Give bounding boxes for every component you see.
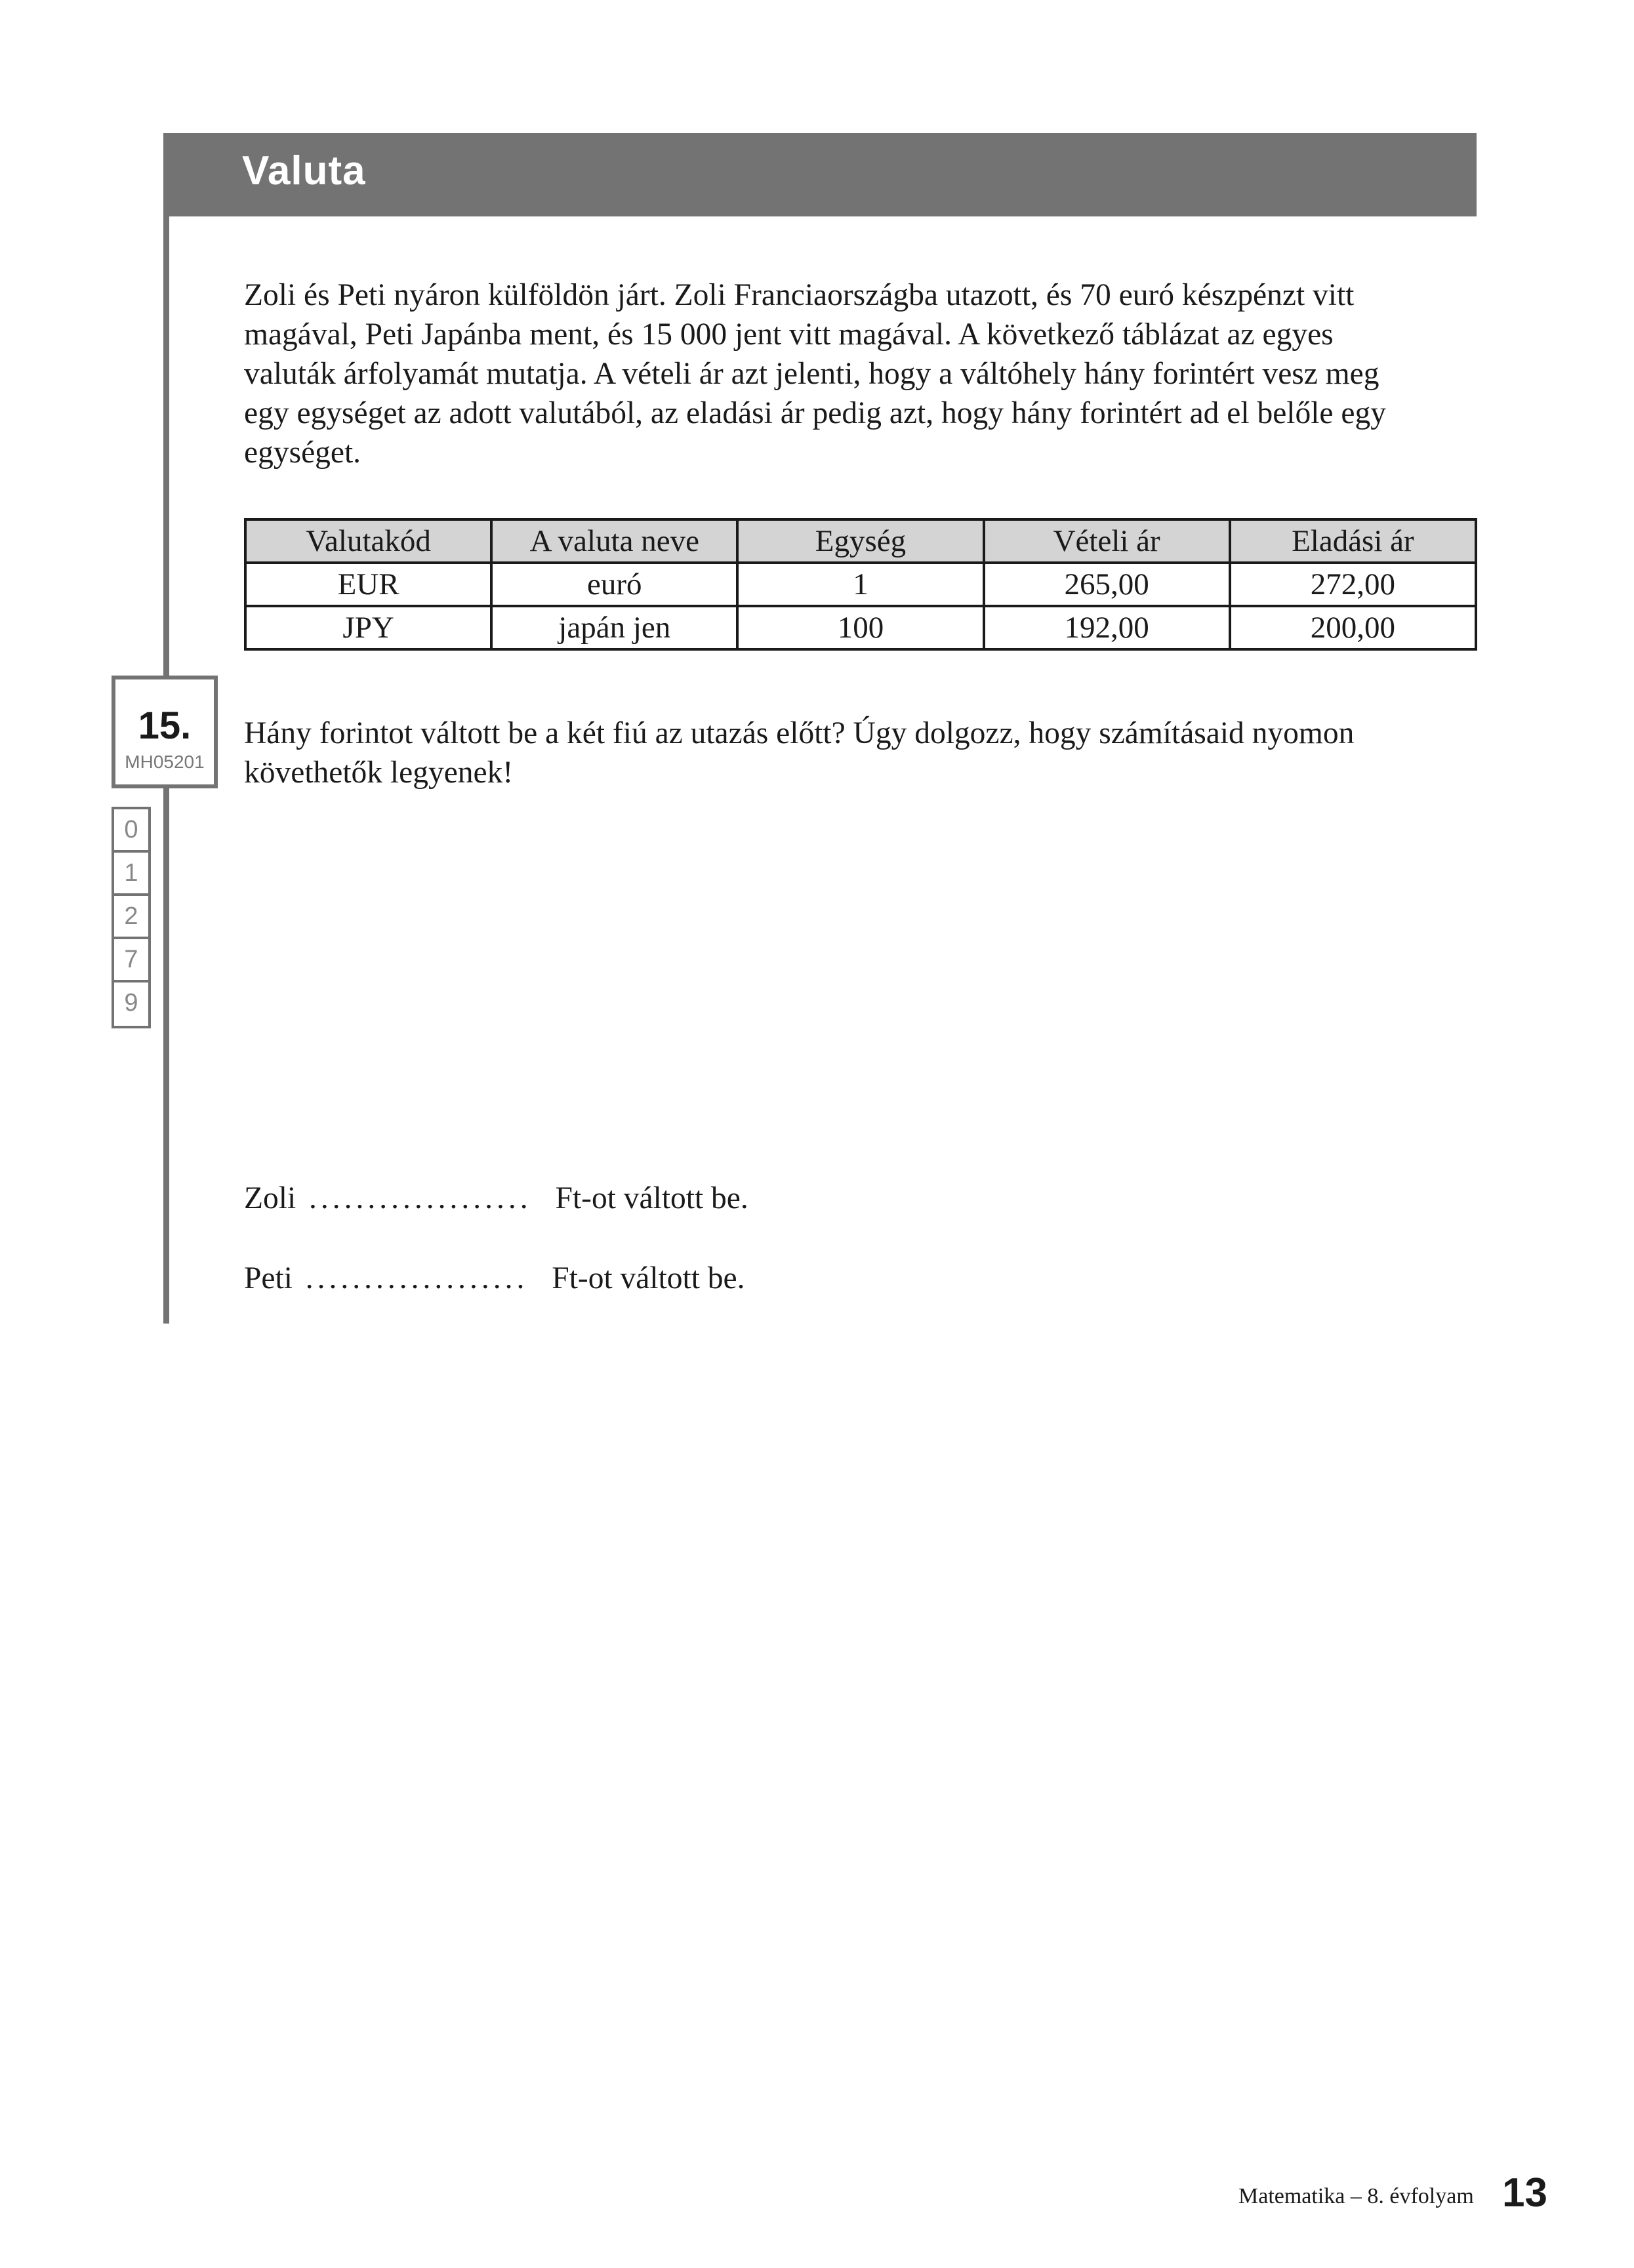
- table-cell: 100: [737, 606, 983, 649]
- intro-text: [244, 275, 1477, 472]
- header-cell-currency-code: Valutakód: [245, 519, 491, 563]
- table-cell: 265,00: [984, 563, 1230, 606]
- header-cell-sell-price: Eladási ár: [1230, 519, 1476, 563]
- table-cell: japán jen: [491, 606, 737, 649]
- question-text: [244, 714, 1477, 792]
- score-cell-0: 0: [114, 809, 148, 853]
- page-number: 13: [1502, 2170, 1547, 2216]
- answer-line-peti: [244, 1261, 745, 1296]
- header-cell-buy-price: Vételi ár: [984, 519, 1230, 563]
- score-cell-1: 1: [114, 853, 148, 896]
- table-cell: 272,00: [1230, 563, 1476, 606]
- section-header-bar: [163, 133, 1477, 216]
- task-number: 15.: [138, 704, 192, 747]
- table-header-row: [245, 519, 1476, 563]
- table-cell: JPY: [245, 606, 491, 649]
- header-cell-currency-name: A valuta neve: [491, 519, 737, 563]
- question-line: Hány forintot váltott be a két fiú az utazás előtt? Úgy dolgozz, hogy számításaid nyomon: [244, 716, 1355, 750]
- table-row: [245, 606, 1476, 649]
- table-cell: 192,00: [984, 606, 1230, 649]
- intro-line: valuták árfolyamát mutatja. A vételi ár azt jelenti, hogy a váltóhely hány forintért vesz meg: [244, 357, 1379, 391]
- task-code: MH05201: [125, 752, 205, 772]
- answer-blank[interactable]: ...................: [305, 1261, 529, 1295]
- table-cell: EUR: [245, 563, 491, 606]
- intro-line: magával, Peti Japánba ment, és 15 000 jent vitt magával. A következő táblázat az egyes: [244, 317, 1334, 352]
- score-cell-7: 7: [114, 939, 148, 982]
- table-row: [245, 563, 1476, 606]
- answer-blank[interactable]: ...................: [309, 1181, 532, 1215]
- intro-line: egy egységet az adott valutából, az eladási ár pedig azt, hogy hány forintért ad el belőle egy: [244, 396, 1386, 430]
- footer-subject: Matematika – 8. évfolyam: [1238, 2184, 1474, 2208]
- intro-line: Zoli és Peti nyáron külföldön járt. Zoli Franciaországba utazott, és 70 euró készpénzt vitt: [244, 278, 1355, 312]
- score-column: [112, 807, 151, 1028]
- score-cell-9: 9: [124, 989, 138, 1017]
- intro-line: egységet.: [244, 435, 361, 470]
- exchange-rate-table: [244, 518, 1477, 651]
- table-cell: 200,00: [1230, 606, 1476, 649]
- answer-label: Zoli: [244, 1181, 296, 1215]
- answer-label: Peti: [244, 1261, 293, 1295]
- task-number-box: [112, 676, 218, 788]
- table-cell: 1: [737, 563, 983, 606]
- table-cell: euró: [491, 563, 737, 606]
- answer-suffix: Ft-ot váltott be.: [552, 1261, 745, 1295]
- score-cell-2: 2: [114, 896, 148, 939]
- question-line: követhetők legyenek!: [244, 756, 514, 790]
- answer-line-zoli: [244, 1181, 748, 1216]
- answer-suffix: Ft-ot váltott be.: [555, 1181, 748, 1215]
- section-title: Valuta: [242, 148, 366, 193]
- header-cell-unit: Egység: [737, 519, 983, 563]
